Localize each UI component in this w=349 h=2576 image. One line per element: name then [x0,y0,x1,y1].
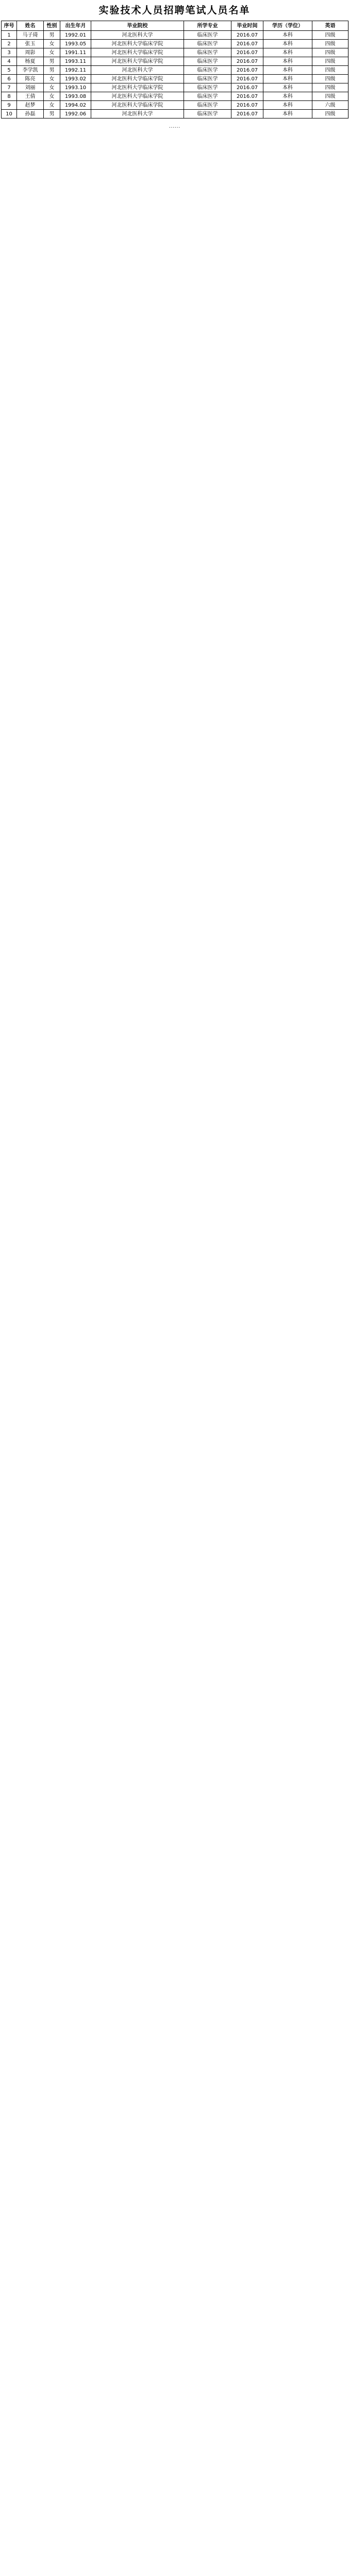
column-header: 序号 [2,21,17,31]
table-row [2,92,348,101]
table-cell: 临床医学 [184,110,231,118]
table-cell: 1993.11 [60,57,91,66]
table-cell: 2016.07 [231,40,263,48]
table-cell: 1994.02 [60,101,91,110]
table-cell: 临床医学 [184,31,231,40]
table-cell: 临床医学 [184,40,231,48]
column-header: 英语 [312,21,348,31]
table-cell: 本科 [263,101,312,110]
table-cell: 1 [2,31,17,40]
table-cell: 孙磊 [17,110,44,118]
table-cell: 河北医科大学临床学院 [91,57,184,66]
table-cell: 9 [2,101,17,110]
column-header: 毕业时间 [231,21,263,31]
column-header: 毕业院校 [91,21,184,31]
table-cell: 六级 [312,101,348,110]
table-cell: 马子琦 [17,31,44,40]
table-cell: 本科 [263,66,312,75]
table-cell: 女 [44,101,60,110]
table-cell: 男 [44,66,60,75]
table-cell: 赵梦 [17,101,44,110]
table-cell: 本科 [263,110,312,118]
table-cell: 四级 [312,92,348,101]
table-cell: 女 [44,83,60,92]
table-cell: 本科 [263,57,312,66]
table-cell: 2016.07 [231,92,263,101]
header-row [2,21,348,31]
table-cell: 河北医科大学临床学院 [91,92,184,101]
table-cell: 河北医科大学临床学院 [91,75,184,83]
table-cell: 2016.07 [231,48,263,57]
table-cell: 河北医科大学临床学院 [91,83,184,92]
table-cell: 王倩 [17,92,44,101]
table-row [2,101,348,110]
table-row [2,57,348,66]
table-cell: 本科 [263,48,312,57]
table-cell: 本科 [263,31,312,40]
table-cell: 8 [2,92,17,101]
table-cell: 本科 [263,83,312,92]
column-header: 姓名 [17,21,44,31]
table-cell: 男 [44,57,60,66]
table-cell: 临床医学 [184,66,231,75]
table-cell: 本科 [263,40,312,48]
table-cell: 女 [44,75,60,83]
column-header: 所学专业 [184,21,231,31]
roster-table [1,21,348,118]
table-cell: 周影 [17,48,44,57]
table-cell: 2 [2,40,17,48]
table-row [2,110,348,118]
table-cell: 女 [44,92,60,101]
table-cell: 1993.05 [60,40,91,48]
table-cell: 1991.11 [60,48,91,57]
table-cell: 临床医学 [184,48,231,57]
table-cell: 河北医科大学 [91,66,184,75]
table-cell: 2016.07 [231,75,263,83]
table-cell: 四级 [312,66,348,75]
table-cell: 陈亮 [17,75,44,83]
table-cell: 四级 [312,75,348,83]
table-row [2,66,348,75]
table-row [2,48,348,57]
table-cell: 河北医科大学临床学院 [91,40,184,48]
page-title: 实验技术人员招聘笔试人员名单 [98,5,251,16]
table-cell: 河北医科大学临床学院 [91,101,184,110]
column-header: 性别 [44,21,60,31]
continuation-note: …… [169,123,180,129]
table-cell: 2016.07 [231,66,263,75]
table-cell: 6 [2,75,17,83]
table-cell: 四级 [312,83,348,92]
table-row [2,31,348,40]
table-cell: 女 [44,48,60,57]
table-header [2,21,348,31]
table-cell: 刘丽 [17,83,44,92]
table-cell: 四级 [312,48,348,57]
table-cell: 四级 [312,110,348,118]
table-cell: 杨夏 [17,57,44,66]
table-cell: 1992.01 [60,31,91,40]
table-cell: 张玉 [17,40,44,48]
table-cell: 河北医科大学 [91,110,184,118]
table-cell: 男 [44,31,60,40]
table-cell: 10 [2,110,17,118]
table-row [2,83,348,92]
table-cell: 7 [2,83,17,92]
table-cell: 5 [2,66,17,75]
table-cell: 2016.07 [231,83,263,92]
table-cell: 4 [2,57,17,66]
table-cell: 临床医学 [184,75,231,83]
table-cell: 河北医科大学 [91,31,184,40]
table-cell: 李学凯 [17,66,44,75]
table-cell: 2016.07 [231,57,263,66]
table-cell: 临床医学 [184,57,231,66]
table-cell: 2016.07 [231,31,263,40]
table-cell: 四级 [312,57,348,66]
table-cell: 四级 [312,31,348,40]
table-row [2,40,348,48]
table-cell: 临床医学 [184,92,231,101]
table-row [2,75,348,83]
table-cell: 3 [2,48,17,57]
table-cell: 1992.06 [60,110,91,118]
table-cell: 2016.07 [231,101,263,110]
table-cell: 临床医学 [184,101,231,110]
table-cell: 临床医学 [184,83,231,92]
table-cell: 河北医科大学临床学院 [91,48,184,57]
column-header: 学历（学位） [263,21,312,31]
column-header: 出生年月 [60,21,91,31]
table-cell: 1993.08 [60,92,91,101]
table-cell: 1992.11 [60,66,91,75]
table-cell: 男 [44,110,60,118]
table-cell: 1993.02 [60,75,91,83]
table-cell: 1993.10 [60,83,91,92]
table-cell: 本科 [263,92,312,101]
table-cell: 本科 [263,75,312,83]
table-cell: 四级 [312,40,348,48]
table-body [2,31,348,118]
table-cell: 2016.07 [231,110,263,118]
table-cell: 女 [44,40,60,48]
